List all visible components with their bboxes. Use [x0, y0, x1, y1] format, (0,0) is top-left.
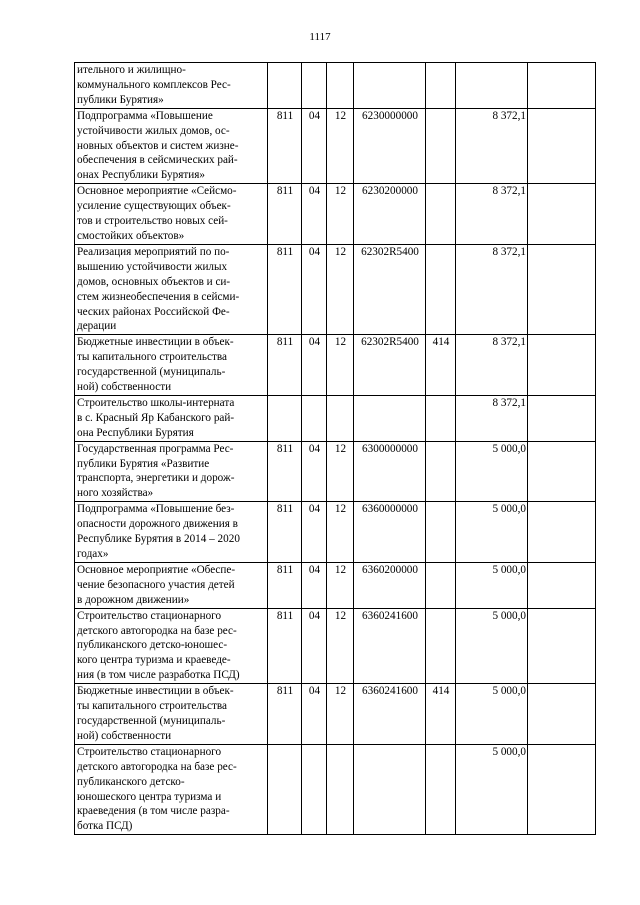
empty-cell	[528, 441, 596, 502]
pr-code-cell: 12	[327, 608, 354, 684]
csr-code-cell: 62302R5400	[354, 335, 426, 396]
vr-code-cell	[426, 562, 456, 608]
csr-code-cell: 6230000000	[354, 108, 426, 184]
amount-cell: 5 000,0	[456, 684, 528, 745]
gr-code-cell: 811	[268, 441, 302, 502]
rz-code-cell	[302, 744, 327, 834]
row-name-cell: Подпрограмма «Повышение устойчивости жилых домов, ос- новных объектов и систем жизне- обеспечения в сейсмических рай- онах Республики Бурятия»	[75, 108, 268, 184]
rz-code-cell: 04	[302, 244, 327, 334]
table-row	[75, 63, 596, 109]
pr-code-cell: 12	[327, 108, 354, 184]
vr-code-cell	[426, 244, 456, 334]
amount-cell	[456, 63, 528, 109]
gr-code-cell	[268, 395, 302, 441]
vr-code-cell: 414	[426, 335, 456, 396]
gr-code-cell: 811	[268, 562, 302, 608]
row-name-cell: Государственная программа Рес- публики Бурятия «Развитие транспорта, энергетики и дорож- ного хозяйства»	[75, 441, 268, 502]
amount-cell: 5 000,0	[456, 744, 528, 834]
table-row	[75, 108, 596, 184]
budget-table	[74, 62, 596, 835]
vr-code-cell	[426, 63, 456, 109]
empty-cell	[528, 184, 596, 245]
vr-code-cell	[426, 502, 456, 563]
table-row	[75, 684, 596, 745]
pr-code-cell: 12	[327, 184, 354, 245]
rz-code-cell	[302, 63, 327, 109]
pr-code-cell: 12	[327, 562, 354, 608]
empty-cell	[528, 684, 596, 745]
row-name-cell: ительного и жилищно- коммунального комплексов Рес- публики Бурятия»	[75, 63, 268, 109]
rz-code-cell	[302, 395, 327, 441]
pr-code-cell: 12	[327, 244, 354, 334]
table-row	[75, 744, 596, 834]
csr-code-cell: 6360200000	[354, 562, 426, 608]
csr-code-cell: 6360241600	[354, 608, 426, 684]
pr-code-cell: 12	[327, 335, 354, 396]
empty-cell	[528, 608, 596, 684]
csr-code-cell: 62302R5400	[354, 244, 426, 334]
vr-code-cell	[426, 744, 456, 834]
gr-code-cell	[268, 63, 302, 109]
vr-code-cell	[426, 108, 456, 184]
amount-cell: 5 000,0	[456, 502, 528, 563]
row-name-cell: Реализация мероприятий по по- вышению устойчивости жилых домов, основных объектов и си- стем жизнеобеспечения в сейсми- ческих районах Российской Фе- дерации	[75, 244, 268, 334]
empty-cell	[528, 63, 596, 109]
gr-code-cell: 811	[268, 335, 302, 396]
csr-code-cell	[354, 63, 426, 109]
rz-code-cell: 04	[302, 502, 327, 563]
rz-code-cell: 04	[302, 441, 327, 502]
rz-code-cell: 04	[302, 184, 327, 245]
empty-cell	[528, 395, 596, 441]
gr-code-cell: 811	[268, 608, 302, 684]
csr-code-cell: 6360000000	[354, 502, 426, 563]
vr-code-cell	[426, 184, 456, 245]
amount-cell: 8 372,1	[456, 335, 528, 396]
pr-code-cell	[327, 395, 354, 441]
table-row	[75, 608, 596, 684]
row-name-cell: Строительство стационарного детского автогородка на базе рес- публиканского детско- юношеского центра туризма и краеведения (в том числе разра- ботка ПСД)	[75, 744, 268, 834]
gr-code-cell: 811	[268, 184, 302, 245]
row-name-cell: Строительство школы-интерната в с. Красный Яр Кабанского рай- она Республики Бурятия	[75, 395, 268, 441]
gr-code-cell: 811	[268, 502, 302, 563]
row-name-cell: Строительство стационарного детского автогородка на базе рес- публиканского детско-юношес- кого центра туризма и краеведе- ния (в том числе разработка ПСД)	[75, 608, 268, 684]
row-name-cell: Основное мероприятие «Сейсмо- усиление существующих объек- тов и строительство новых сей- смостойких объектов»	[75, 184, 268, 245]
rz-code-cell: 04	[302, 684, 327, 745]
pr-code-cell: 12	[327, 502, 354, 563]
csr-code-cell	[354, 744, 426, 834]
amount-cell: 8 372,1	[456, 184, 528, 245]
vr-code-cell	[426, 395, 456, 441]
empty-cell	[528, 335, 596, 396]
amount-cell: 5 000,0	[456, 562, 528, 608]
rz-code-cell: 04	[302, 108, 327, 184]
row-name-cell: Основное мероприятие «Обеспе- чение безопасного участия детей в дорожном движении»	[75, 562, 268, 608]
table-row	[75, 335, 596, 396]
empty-cell	[528, 108, 596, 184]
table-row	[75, 395, 596, 441]
table-row	[75, 502, 596, 563]
rz-code-cell: 04	[302, 562, 327, 608]
gr-code-cell: 811	[268, 108, 302, 184]
table-row	[75, 562, 596, 608]
gr-code-cell	[268, 744, 302, 834]
vr-code-cell	[426, 608, 456, 684]
csr-code-cell	[354, 395, 426, 441]
table-row	[75, 244, 596, 334]
page-number: 1117	[309, 31, 331, 43]
amount-cell: 8 372,1	[456, 244, 528, 334]
vr-code-cell	[426, 441, 456, 502]
csr-code-cell: 6360241600	[354, 684, 426, 745]
amount-cell: 8 372,1	[456, 395, 528, 441]
empty-cell	[528, 244, 596, 334]
gr-code-cell: 811	[268, 244, 302, 334]
pr-code-cell	[327, 744, 354, 834]
csr-code-cell: 6230200000	[354, 184, 426, 245]
empty-cell	[528, 562, 596, 608]
gr-code-cell: 811	[268, 684, 302, 745]
pr-code-cell	[327, 63, 354, 109]
amount-cell: 5 000,0	[456, 441, 528, 502]
row-name-cell: Подпрограмма «Повышение без- опасности дорожного движения в Республике Бурятия в 2014 – 2020 годах»	[75, 502, 268, 563]
empty-cell	[528, 744, 596, 834]
csr-code-cell: 6300000000	[354, 441, 426, 502]
row-name-cell: Бюджетные инвестиции в объек- ты капитального строительства государственной (муниципаль- ной) собственности	[75, 335, 268, 396]
empty-cell	[528, 502, 596, 563]
table-row	[75, 441, 596, 502]
vr-code-cell: 414	[426, 684, 456, 745]
pr-code-cell: 12	[327, 684, 354, 745]
row-name-cell: Бюджетные инвестиции в объек- ты капитального строительства государственной (муниципаль- ной) собственности	[75, 684, 268, 745]
table-row	[75, 184, 596, 245]
rz-code-cell: 04	[302, 608, 327, 684]
rz-code-cell: 04	[302, 335, 327, 396]
pr-code-cell: 12	[327, 441, 354, 502]
amount-cell: 5 000,0	[456, 608, 528, 684]
amount-cell: 8 372,1	[456, 108, 528, 184]
